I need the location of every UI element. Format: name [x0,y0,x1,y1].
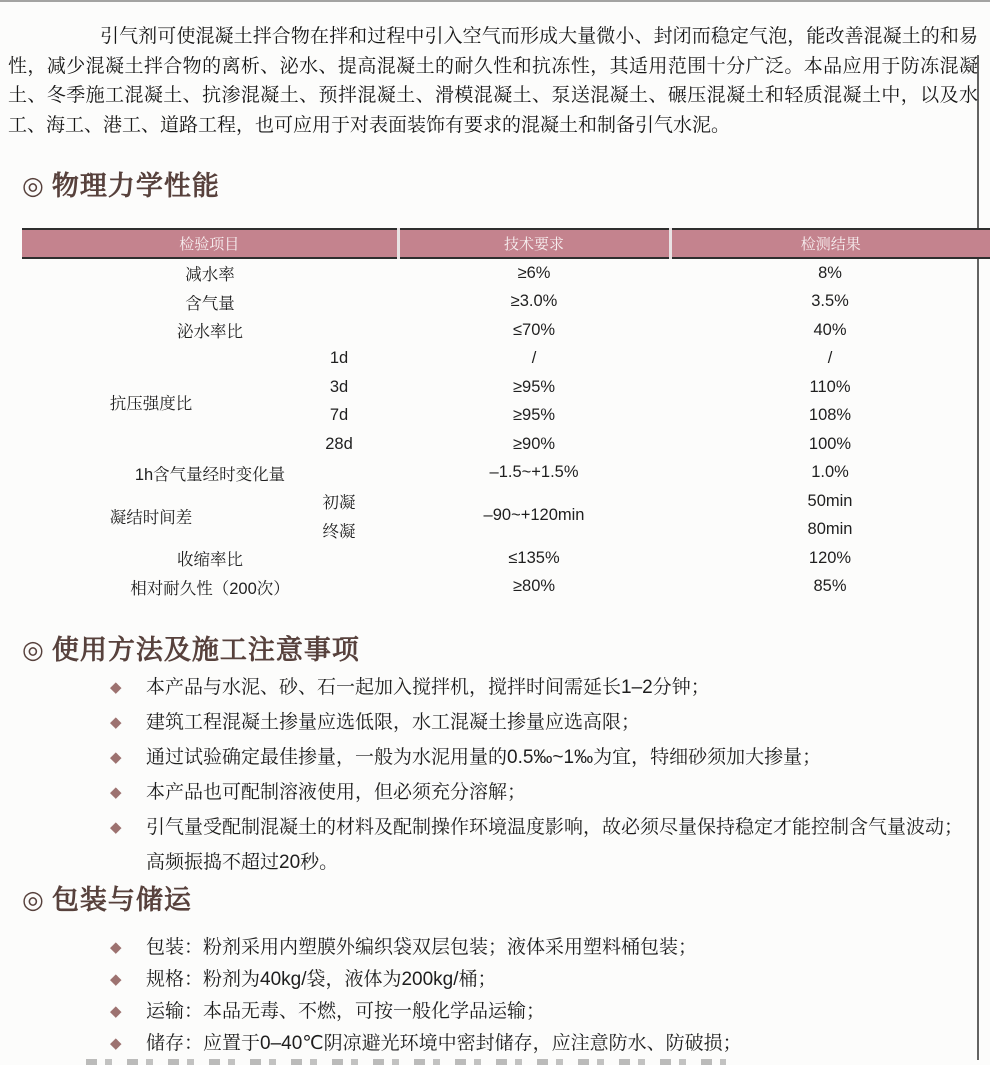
result-cell: 8% [818,263,842,282]
section-marker-icon: ◎ [22,636,45,664]
requirement-cell: ≥3.0% [510,292,558,311]
requirement-cell: ≥95% [512,377,556,396]
table-row [22,345,990,374]
sub-label-cell: 1d [329,349,349,368]
diamond-bullet-icon: ◆ [110,714,122,731]
list-item [108,996,984,1028]
diamond-bullet-icon: ◆ [110,819,122,836]
diamond-bullet-icon: ◆ [110,939,122,956]
table-header-row [22,229,990,258]
bullet-text: 包装：粉剂采用内塑膜外编织袋双层包装；液体采用塑料桶包装； [146,937,698,958]
requirement-cell: ≤70% [512,320,556,339]
result-cell: 3.5% [811,292,849,311]
intro-paragraph: 引气剂可使混凝土拌合物在拌和过程中引入空气而形成大量微小、封闭而稳定气泡，能改善混凝土的和易性，减少混凝土拌合物的离析、泌水、提高混凝土的耐久性和抗冻性，其适用范围十分广泛。本品应用于防冻混凝土、冬季施工混凝土、抗渗混凝土、预拌混凝土、滑模混凝土、泵送混凝土、碾压混凝土和轻质混凝土中，以及水工、海工、港工、道路工程，也可应用于对表面装饰有要求的混凝土和制备引气水泥。 [8,26,978,136]
table-row [22,544,990,573]
sub-label-cell: 7d [329,406,349,425]
list-item [108,670,984,705]
item-cell: 减水率 [185,266,235,285]
sub-label-cell: 终凝 [322,522,356,541]
list-item [108,740,984,775]
requirement-cell: ≥95% [512,406,556,425]
list-item [108,705,984,740]
bullet-text: 通过试验确定最佳掺量，一般为水泥用量的0.5‰~1‰为宜，特细砂须加大掺量； [146,747,822,768]
section-title-packaging: 包装与储运 [51,885,192,915]
sub-label-cell: 3d [329,377,349,396]
diamond-bullet-icon: ◆ [110,1035,122,1052]
section-title-usage: 使用方法及施工注意事项 [51,635,360,665]
diamond-bullet-icon: ◆ [110,784,122,801]
column-header-requirement: 技术要求 [398,229,670,258]
list-item [108,964,984,996]
list-item [108,1028,984,1060]
item-cell: 收缩率比 [177,551,243,570]
requirement-cell: –1.5~+1.5% [489,463,579,482]
item-cell: 相对耐久性（200次） [130,579,290,598]
result-cell: 40% [813,320,847,339]
item-cell: 1h含气量经时变化量 [134,465,286,484]
sub-label-cell: 初凝 [322,494,356,513]
bullet-text: 运输：本品无毒、不燃，可按一般化学品运输； [146,1001,546,1022]
usage-bullet-list [108,670,984,880]
group-label-cell: 抗压强度比 [109,394,193,413]
table-row [22,288,990,317]
table-row [22,258,990,288]
requirement-cell: / [531,349,537,368]
result-cell: 80min [807,520,853,539]
section-marker-icon: ◎ [22,172,45,200]
bullet-text: 规格：粉剂为40kg/袋，液体为200kg/桶； [146,969,497,990]
requirement-cell: ≥6% [517,263,551,282]
bullet-text-continuation: 高频振捣不超过20秒。 [146,852,339,873]
result-cell: 50min [807,491,853,510]
requirement-cell: ≤135% [508,548,560,567]
list-item [108,810,984,880]
group-label-cell: 凝结时间差 [109,508,193,527]
sub-label-cell: 28d [325,434,353,453]
section-heading-physical [22,170,220,202]
result-cell: / [827,349,833,368]
diamond-bullet-icon: ◆ [110,1003,122,1020]
column-header-result: 检测结果 [670,229,990,258]
clipped-bottom-text-line [86,1059,726,1065]
section-title-physical: 物理力学性能 [51,171,220,201]
requirement-cell: ≥90% [512,434,556,453]
result-cell: 1.0% [811,463,849,482]
bullet-text: 本产品与水泥、砂、石一起加入搅拌机，搅拌时间需延长1–2分钟； [146,677,710,698]
bullet-text: 本产品也可配制溶液使用，但必须充分溶解； [146,782,527,803]
list-item [108,775,984,810]
result-cell: 85% [813,577,847,596]
bullet-text: 建筑工程混凝土掺量应选低限，水工混凝土掺量应选高限； [146,712,641,733]
column-header-item: 检验项目 [22,229,398,258]
table-row [22,459,990,488]
section-marker-icon: ◎ [22,886,45,914]
item-cell: 泌水率比 [177,323,243,342]
requirement-cell: –90~+120min [483,506,585,524]
table-row [22,316,990,345]
item-cell: 含气量 [185,294,235,313]
result-cell: 100% [808,434,852,453]
diamond-bullet-icon: ◆ [110,679,122,696]
result-cell: 120% [808,548,852,567]
result-cell: 110% [809,377,851,396]
table-row [22,573,990,602]
section-heading-packaging [22,884,192,916]
requirement-cell: ≥80% [512,577,556,596]
table-row [22,487,990,516]
result-cell: 108% [808,406,852,425]
diamond-bullet-icon: ◆ [110,971,122,988]
bullet-text: 储存：应置于0–40℃阴凉避光环境中密封储存，应注意防水、防破损； [146,1033,742,1054]
packaging-bullet-list [108,932,984,1060]
section-heading-usage [22,634,360,666]
diamond-bullet-icon: ◆ [110,749,122,766]
bullet-text: 引气量受配制混凝土的材料及配制操作环境温度影响，故必须尽量保持稳定才能控制含气量波动； [146,817,964,838]
physical-properties-table [22,228,990,601]
list-item [108,932,984,964]
